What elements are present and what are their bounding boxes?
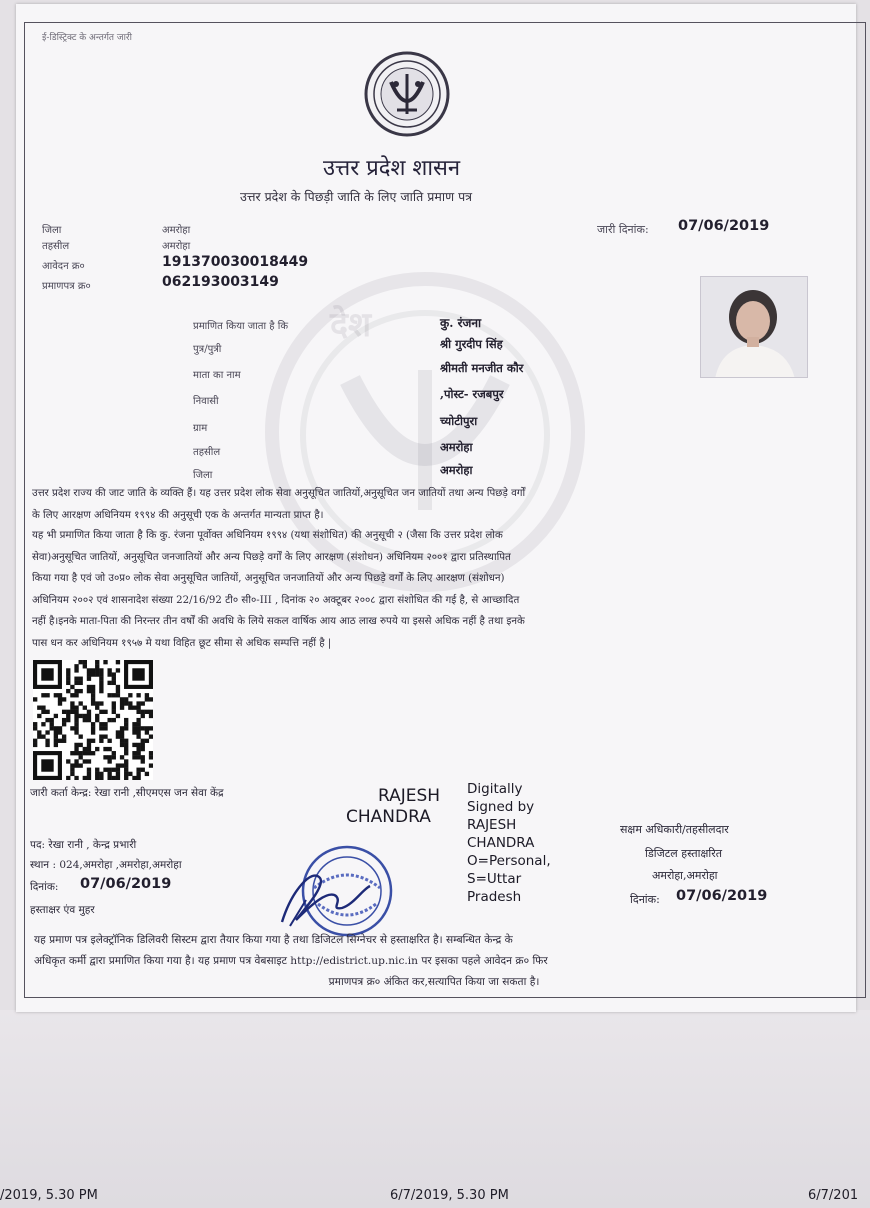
paragraph-line: उत्तर प्रदेश राज्य की जाट जाति के व्यक्ति हैं। यह उत्तर प्रदेश लोक सेवा अनुसूचित जातियों,अनुसूचित जन जातियों तथा अन्य पिछड़े वर्गों (32, 488, 526, 499)
person-photo-icon (701, 277, 808, 378)
verification-line: प्रमाणपत्र क्र० अंकित कर,सत्यापित किया जा सकता है। (328, 976, 540, 988)
mother-label: माता का नाम (193, 370, 241, 381)
paragraph-line: नहीं है।इनके माता-पिता की निरन्तर तीन वर्षों की अवधि के लिये सकल वार्षिक आय आठ लाख रुपये या इससे अधिक नहीं है तथा इनके (32, 616, 525, 627)
dsig-line: RAJESH (467, 817, 517, 833)
dsig-line: Digitally (467, 781, 523, 797)
scan-timestamp-right: 6/7/201 (808, 1188, 859, 1203)
issue-date: 07/06/2019 (678, 218, 770, 234)
issuer-date-label: दिनांक: (30, 881, 59, 893)
govt-title: उत्तर प्रदेश शासन (323, 156, 461, 181)
applicant-name: कु. रंजना (440, 316, 482, 330)
handwritten-signature-icon (272, 860, 382, 930)
watermark-text: देश (330, 305, 372, 345)
authority-date-label: दिनांक: (630, 893, 660, 906)
certificate-number: 062193003149 (162, 274, 279, 290)
person-tehsil-value: अमरोहा (440, 440, 473, 454)
authority-date: 07/06/2019 (676, 888, 768, 904)
person-district-value: अमरोहा (440, 463, 473, 477)
paragraph-line: पास धन कर अधिनियम १९५७ मे यथा विहित छूट सीमा से अधिक सम्पत्ति नहीं है | (32, 637, 332, 649)
top-note: ई-डिस्ट्रिक्ट के अन्तर्गत जारी (42, 33, 132, 43)
village-value: च्योटीपुरा (440, 414, 478, 428)
resident-value: ,पोस्ट- रजबपुर (440, 387, 504, 401)
father-name: श्री गुरदीप सिंह (440, 337, 503, 351)
dsig-line: Signed by (467, 799, 535, 815)
paragraph-line: किया गया है एवं जो उ०प्र० लोक सेवा अनुसूचित जातियों, अनुसूचित जनजातियों और अन्य पिछड़े वर्गों के लिए आरक्षण (संशोधन) (32, 573, 505, 584)
district-label: जिला (42, 225, 62, 236)
applicant-photo (700, 276, 808, 378)
issuer-post: पद: रेखा रानी , केन्द्र प्रभारी (30, 839, 137, 851)
paragraph-line: सेवा)अनुसूचित जातियों, अनुसूचित जनजातियों और अन्य पिछड़े वर्गों के लिए आरक्षण (संशोधन) अधिनियम २००१ द्वारा प्रतिस्थापित (32, 551, 511, 563)
qr-code-icon (33, 660, 153, 780)
signer-name-line1: RAJESH (378, 786, 441, 806)
resident-label: निवासी (193, 396, 219, 407)
tehsil-value: अमरोहा (162, 241, 191, 252)
scan-timestamp-center: 6/7/2019, 5.30 PM (390, 1188, 509, 1203)
digital-signature-details (467, 780, 551, 906)
paragraph-line: के लिए आरक्षण अधिनियम १९९४ की अनुसूची एक के अन्तर्गत मान्यता प्राप्त है। (32, 509, 324, 521)
issuer-sign-label: हस्ताक्षर एंव मुहर (30, 904, 95, 916)
authority-digital: डिजिटल हस्ताक्षरित (645, 847, 722, 860)
certificate-title: उत्तर प्रदेश के पिछड़ी जाति के लिए जाति प्रमाण पत्र (240, 189, 473, 204)
person-tehsil-label: तहसील (193, 447, 221, 458)
paragraph-line: अधिनियम २००२ एवं शासनादेश संख्या 22/16/92 टी० सी०-III , दिनांक २० अक्टूबर २००८ द्वारा संशोधित की गई है, से आच्छादित (32, 594, 520, 606)
dsig-line: CHANDRA (467, 835, 535, 851)
paragraph-line: यह भी प्रमाणित किया जाता है कि कु. रंजना पूर्वोक्त अधिनियम १९९४ (यथा संशोधित) की अनुसूची २ (जैसा कि उत्तर प्रदेश लोक (32, 530, 503, 541)
verification-line: यह प्रमाण पत्र इलेक्ट्रॉनिक डिलिवरी सिस्टम द्वारा तैयार किया गया है तथा डिजिटल सिग्नेचर से हस्ताक्षरित है। सम्बन्धित केन्द्र के (34, 934, 513, 946)
scan-timestamp-left: /2019, 5.30 PM (0, 1188, 98, 1203)
district-value: अमरोहा (162, 225, 191, 236)
dsig-line: Pradesh (467, 889, 522, 905)
up-state-emblem-icon (363, 50, 451, 138)
application-number-label: आवेदन क्र० (42, 261, 85, 272)
certify-label: प्रमाणित किया जाता है कि (193, 321, 289, 332)
verification-line: अधिकृत कर्मी द्वारा प्रमाणित किया गया है। यह प्रमाण पत्र वेबसाइट http://edistrict.up.nic.in पर इसका पहले आवेदन क्र० फिर (34, 955, 548, 967)
village-label: ग्राम (193, 423, 208, 434)
person-district-label: जिला (193, 470, 213, 481)
issuer-date: 07/06/2019 (80, 876, 172, 892)
mother-name: श्रीमती मनजीत कौर (440, 361, 524, 375)
paragraph-creamy-layer-statement (32, 525, 832, 654)
issuer-place: स्थान : 024,अमरोहा ,अमरोहा,अमरोहा (30, 859, 182, 871)
qr-code[interactable] (33, 660, 153, 780)
authority-title: सक्षम अधिकारी/तहसीलदार (620, 823, 729, 836)
issuing-center: जारी कर्ता केन्द्र: रेखा रानी ,सीएमएस जन सेवा केंद्र (30, 787, 224, 799)
father-label: पुत्र/पुत्री (193, 344, 222, 355)
signer-name-line2: CHANDRA (346, 807, 431, 827)
verification-note (34, 930, 834, 993)
paragraph-caste-statement (32, 483, 832, 526)
issue-date-label: जारी दिनांक: (597, 223, 649, 236)
authority-place: अमरोहा,अमरोहा (652, 869, 718, 882)
application-number: 191370030018449 (162, 254, 309, 270)
dsig-line: O=Personal, (467, 853, 551, 869)
tehsil-label: तहसील (42, 241, 70, 252)
certificate-number-label: प्रमाणपत्र क्र० (42, 281, 91, 292)
dsig-line: S=Uttar (467, 871, 522, 887)
scan-background (0, 1010, 870, 1208)
